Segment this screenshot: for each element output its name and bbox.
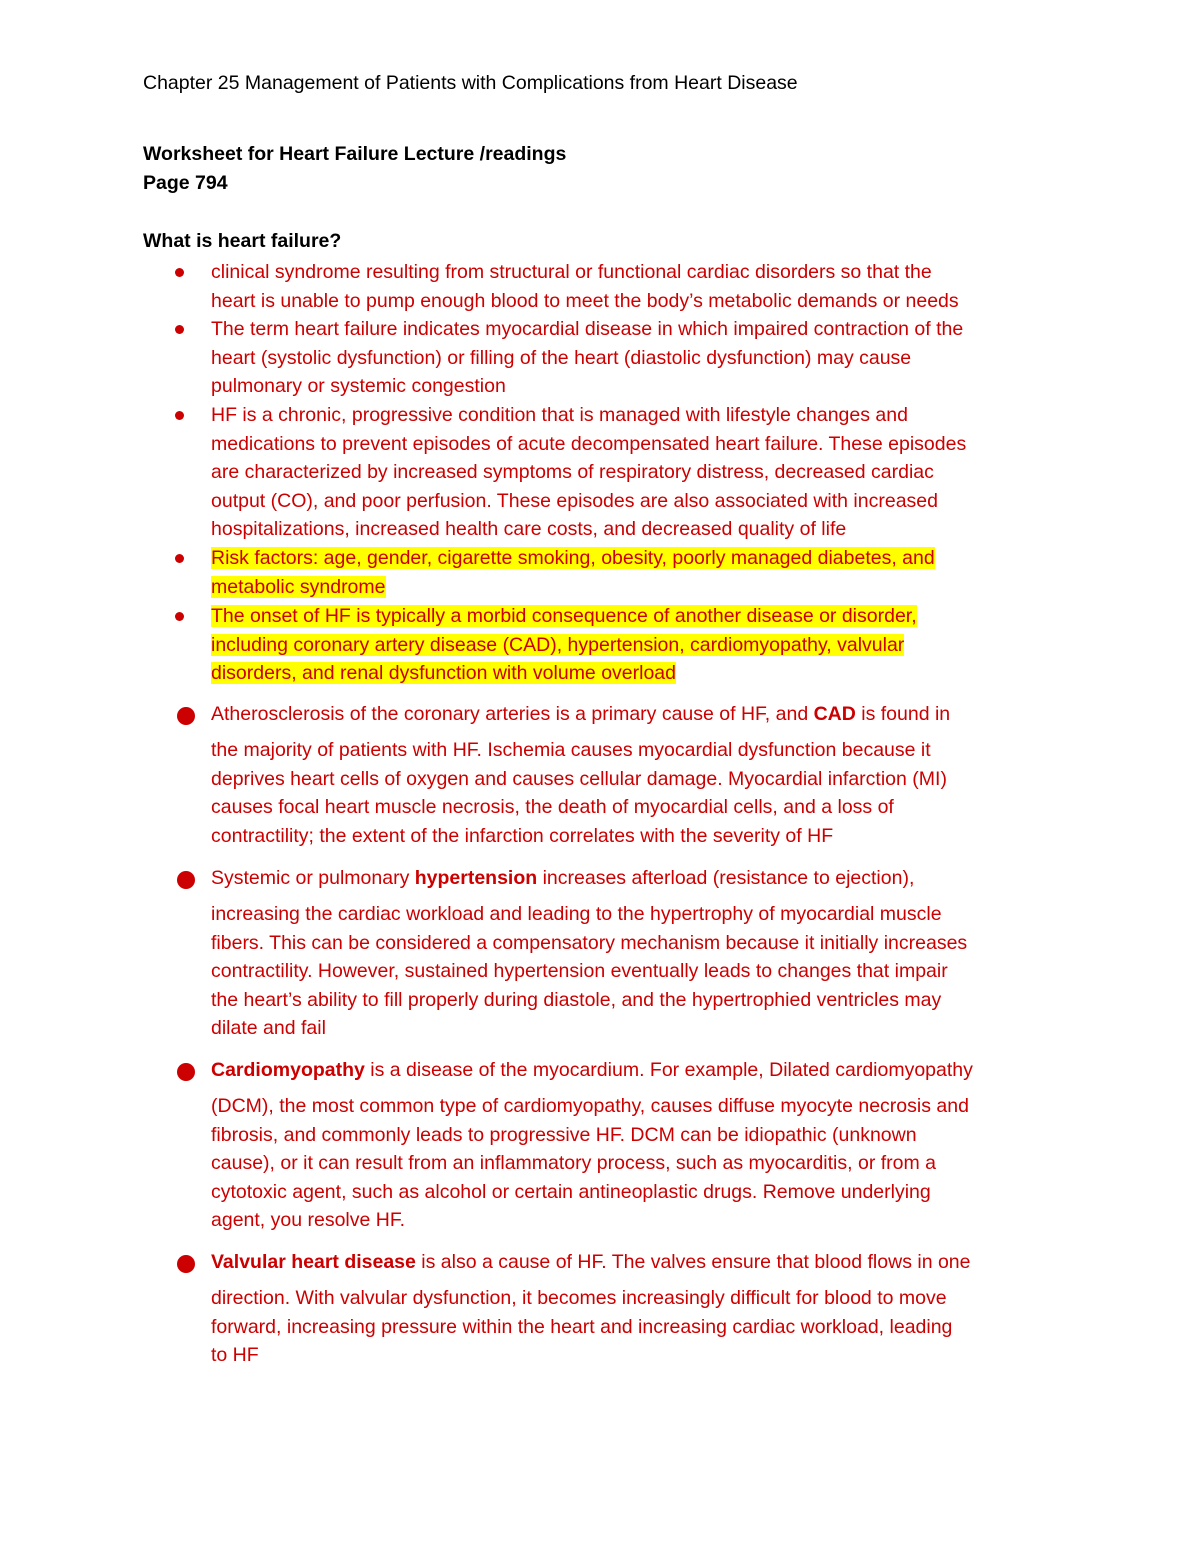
page-reference: Page 794 [143, 172, 228, 194]
list-item-text [211, 401, 1061, 544]
bold-term: hypertension [414, 867, 538, 889]
text-run: is found in [855, 703, 951, 725]
list-item-text [211, 544, 1061, 601]
list-item-text [211, 1248, 1061, 1370]
text-line: causes focal heart muscle necrosis, the death of myocardial cells, and a loss of [211, 796, 894, 819]
text-line [211, 544, 1061, 573]
text-line: (DCM), the most common type of cardiomyopathy, causes diffuse myocyte necrosis and [211, 1095, 969, 1117]
text-line: the majority of patients with HF. Ischemia causes myocardial dysfunction because it [211, 739, 931, 761]
text-line [211, 1248, 1061, 1284]
text-line: heart is unable to pump enough blood to meet the body’s metabolic demands or needs [211, 289, 959, 312]
bullet-dot-large [177, 707, 195, 725]
highlighted-text: including coronary artery disease (CAD), hypertension, cardiomyopathy, valvular [211, 633, 905, 656]
bullet-dot [175, 268, 184, 277]
bullet-dot-large [177, 871, 195, 889]
bullet-dot [175, 325, 184, 334]
text-run: Atherosclerosis of the coronary arteries is a primary cause of HF, and [211, 703, 814, 725]
list-item-text [211, 602, 1061, 688]
text-line: direction. With valvular dysfunction, it becomes increasingly difficult for blood to move [211, 1287, 947, 1309]
chapter-heading: Chapter 25 Management of Patients with Complications from Heart Disease [143, 72, 798, 94]
text-line [211, 700, 1061, 736]
highlighted-text: disorders, and renal dysfunction with volume overload [211, 662, 677, 685]
text-line: the heart’s ability to fill properly during diastole, and the hypertrophied ventricles may [211, 988, 942, 1011]
text-line: cause), or it can result from an inflammatory process, such as myocarditis, or from a [211, 1152, 936, 1175]
text-line: contractility. However, sustained hypertension eventually leads to changes that impair [211, 960, 948, 983]
text-line [211, 573, 1061, 602]
text-line: fibrosis, and commonly leads to progressive HF. DCM can be idiopathic (unknown [211, 1123, 917, 1146]
list-item-text [211, 1056, 1061, 1235]
text-line: clinical syndrome resulting from structural or functional cardiac disorders so that the [211, 261, 932, 283]
text-line: are characterized by increased symptoms of respiratory distress, decreased cardiac [211, 461, 934, 484]
text-line: medications to prevent episodes of acute decompensated heart failure. These episodes [211, 432, 967, 455]
text-line: agent, you resolve HF. [211, 1209, 406, 1232]
bullet-dot [175, 554, 184, 563]
text-run: increases afterload (resistance to ejection), [537, 867, 915, 889]
bullet-dot [175, 612, 184, 621]
text-line: dilate and fail [211, 1017, 326, 1040]
text-line [211, 1056, 1061, 1092]
text-line: HF is a chronic, progressive condition that is managed with lifestyle changes and [211, 404, 908, 426]
text-line: cytotoxic agent, such as alcohol or certain antineoplastic drugs. Remove underlying [211, 1180, 931, 1203]
bullet-dot-large [177, 1255, 195, 1273]
bold-term: Valvular heart disease [211, 1251, 416, 1273]
text-line: deprives heart cells of oxygen and causes cellular damage. Myocardial infarction (MI) [211, 767, 947, 790]
text-run: is also a cause of HF. The valves ensure that blood flows in one [415, 1251, 971, 1273]
text-line [211, 659, 1061, 688]
text-line: output (CO), and poor perfusion. These episodes are also associated with increased [211, 489, 938, 512]
text-line: pulmonary or systemic congestion [211, 375, 506, 398]
text-run: is a disease of the myocardium. For example, Dilated cardiomyopathy [364, 1059, 973, 1081]
bold-term: Cardiomyopathy [211, 1059, 365, 1081]
list-item-text [211, 864, 1061, 1043]
list-item-text [211, 315, 1061, 401]
worksheet-title: Worksheet for Heart Failure Lecture /readings [143, 143, 567, 165]
bullet-dot-large [177, 1063, 195, 1081]
text-line: heart (systolic dysfunction) or filling of the heart (diastolic dysfunction) may cause [211, 346, 912, 369]
text-run: Systemic or pulmonary [211, 867, 415, 889]
text-line: The term heart failure indicates myocardial disease in which impaired contraction of the [211, 318, 964, 340]
highlighted-text: metabolic syndrome [211, 575, 386, 598]
text-line: to HF [211, 1344, 259, 1367]
text-line: increasing the cardiac workload and leading to the hypertrophy of myocardial muscle [211, 903, 942, 925]
text-line [211, 602, 1061, 631]
text-line: contractility; the extent of the infarction correlates with the severity of HF [211, 824, 834, 847]
list-item-text [211, 700, 1061, 850]
text-line [211, 631, 1061, 660]
text-line [211, 864, 1061, 900]
text-line: forward, increasing pressure within the heart and increasing cardiac workload, leading [211, 1315, 953, 1338]
highlighted-text: The onset of HF is typically a morbid consequence of another disease or disorder, [211, 605, 917, 627]
highlighted-text: Risk factors: age, gender, cigarette smoking, obesity, poorly managed diabetes, and [211, 547, 935, 569]
section-question: What is heart failure? [143, 230, 342, 252]
list-item-text [211, 258, 1061, 315]
text-line: fibers. This can be considered a compensatory mechanism because it initially increases [211, 931, 968, 954]
text-line: hospitalizations, increased health care costs, and decreased quality of life [211, 518, 847, 541]
bullet-dot [175, 411, 184, 420]
bold-term: CAD [813, 703, 856, 725]
